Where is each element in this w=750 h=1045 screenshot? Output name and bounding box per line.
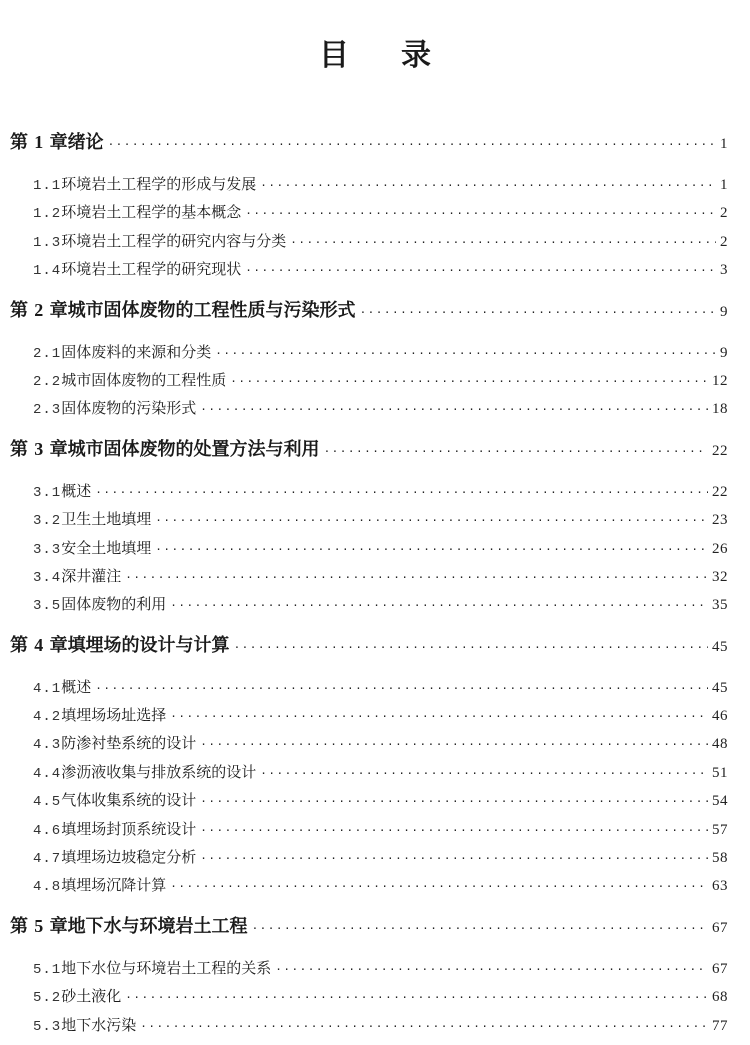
section-title: 地下水位与环境岩土工程的关系 <box>61 958 272 977</box>
section-entry[interactable] <box>0 505 750 533</box>
table-of-contents <box>0 122 750 1045</box>
section-title: 砂土液化 <box>61 987 122 1006</box>
section-list <box>0 469 750 625</box>
chapter-title: 地下水与环境岩土工程 <box>67 915 248 937</box>
chapter-label: 第 2 章 <box>10 299 68 321</box>
chapter-label: 第 3 章 <box>10 438 68 460</box>
section-number: 1.1 <box>33 178 62 194</box>
section-title: 气体收集系统的设计 <box>61 791 197 810</box>
dot-leader <box>170 873 708 901</box>
dot-leader <box>234 628 708 668</box>
dot-leader <box>200 396 708 424</box>
section-entry[interactable] <box>0 1011 750 1039</box>
section-title: 概述 <box>61 677 92 696</box>
section-list <box>0 665 750 906</box>
chapter-2 <box>0 290 750 429</box>
section-page-number: 77 <box>712 1017 728 1034</box>
section-title: 环境岩土工程学的研究内容与分类 <box>61 231 287 250</box>
section-number: 4.1 <box>33 680 62 697</box>
section-number: 4.2 <box>33 709 62 726</box>
section-page-number: 63 <box>712 878 728 895</box>
dot-leader <box>245 200 716 228</box>
section-page-number: 45 <box>712 679 728 696</box>
section-page-number: 67 <box>712 960 728 977</box>
chapter-title: 城市固体废物的工程性质与污染形式 <box>67 299 356 321</box>
section-entry[interactable] <box>0 534 750 562</box>
dot-leader <box>245 257 716 285</box>
chapter-4 <box>0 625 750 906</box>
section-entry[interactable] <box>0 198 750 226</box>
section-entry[interactable] <box>0 338 750 366</box>
chapter-page-number: 67 <box>712 919 728 936</box>
section-number: 3.4 <box>33 569 62 586</box>
section-number: 4.7 <box>33 851 62 868</box>
section-list <box>0 946 750 1045</box>
section-number: 3.5 <box>33 598 62 615</box>
section-page-number: 46 <box>712 708 728 725</box>
section-title: 填埋场边坡稳定分析 <box>61 848 197 867</box>
chapter-label: 第 1 章 <box>10 132 68 153</box>
section-number: 5.2 <box>33 990 62 1007</box>
section-title: 填埋场场址选择 <box>61 706 167 725</box>
section-page-number: 48 <box>712 736 728 753</box>
page-title: 目录 <box>319 38 483 73</box>
dot-leader <box>290 229 716 257</box>
section-number: 3.1 <box>33 484 62 501</box>
section-title: 概述 <box>61 481 92 500</box>
section-entry[interactable] <box>0 562 750 590</box>
dot-leader <box>260 760 708 788</box>
section-title: 地下水污染 <box>61 1015 137 1034</box>
section-list <box>0 330 750 429</box>
section-title: 城市固体废物的工程性质 <box>61 370 227 389</box>
section-entry[interactable] <box>0 786 750 814</box>
section-page-number: 22 <box>712 483 728 500</box>
section-title: 安全土地填埋 <box>61 538 152 557</box>
dot-leader <box>200 788 708 816</box>
dot-leader <box>275 956 708 984</box>
dot-leader <box>260 172 716 200</box>
chapter-1 <box>0 122 750 290</box>
section-entry[interactable] <box>0 590 750 618</box>
dot-leader <box>155 507 708 535</box>
section-number: 4.3 <box>33 737 62 754</box>
section-entry[interactable] <box>0 815 750 843</box>
section-number: 2.2 <box>33 373 62 390</box>
chapter-page-number: 22 <box>712 442 728 459</box>
section-page-number: 2 <box>720 205 728 222</box>
chapter-page-number: 9 <box>720 303 728 320</box>
section-number: 2.1 <box>33 345 62 362</box>
section-page-number: 68 <box>712 989 728 1006</box>
chapter-3 <box>0 429 750 625</box>
section-entry[interactable] <box>0 170 750 198</box>
chapter-title: 填埋场的设计与计算 <box>67 634 230 656</box>
section-page-number: 32 <box>712 568 728 585</box>
chapter-label: 第 4 章 <box>10 634 68 656</box>
section-page-number: 12 <box>712 372 728 389</box>
section-entry[interactable] <box>0 954 750 982</box>
section-title: 填埋场封顶系统设计 <box>61 819 197 838</box>
dot-leader <box>215 340 716 368</box>
section-number: 3.3 <box>33 541 62 558</box>
section-number: 5.1 <box>33 961 62 978</box>
dot-leader <box>95 479 708 507</box>
section-entry[interactable] <box>0 227 750 255</box>
section-title: 环境岩土工程学的形成与发展 <box>61 175 257 193</box>
dot-leader <box>125 564 708 592</box>
chapter-page-number: 45 <box>712 638 728 655</box>
section-entry[interactable] <box>0 982 750 1010</box>
dot-leader <box>230 368 708 396</box>
section-title: 固体废物的利用 <box>61 595 167 614</box>
section-title: 环境岩土工程学的研究现状 <box>61 260 242 279</box>
dot-leader <box>125 984 708 1012</box>
chapter-heading[interactable] <box>0 122 750 162</box>
section-number: 4.8 <box>33 879 62 896</box>
section-entry[interactable] <box>0 843 750 871</box>
section-page-number: 9 <box>720 344 728 361</box>
section-title: 环境岩土工程学的基本概念 <box>61 203 242 222</box>
section-page-number: 18 <box>712 401 728 418</box>
section-page-number: 23 <box>712 512 728 529</box>
dot-leader <box>95 675 708 703</box>
section-list <box>0 162 750 290</box>
section-page-number: 54 <box>712 793 728 810</box>
section-page-number: 51 <box>712 764 728 781</box>
section-entry[interactable] <box>0 758 750 786</box>
section-number: 4.5 <box>33 794 62 811</box>
section-entry[interactable] <box>0 477 750 505</box>
dot-leader <box>170 703 708 731</box>
dot-leader <box>252 909 708 949</box>
dot-leader <box>170 592 708 620</box>
section-title: 深井灌注 <box>61 566 122 585</box>
section-title: 防渗衬垫系统的设计 <box>61 734 197 753</box>
section-title: 渗沥液收集与排放系统的设计 <box>61 762 257 781</box>
section-title: 填埋场沉降计算 <box>61 876 167 895</box>
chapter-page-number: 1 <box>720 136 728 152</box>
section-page-number: 57 <box>712 821 728 838</box>
section-number: 1.3 <box>33 234 62 251</box>
section-title: 固体废物的污染形式 <box>61 399 197 418</box>
section-page-number: 2 <box>720 233 728 250</box>
dot-leader <box>200 731 708 759</box>
dot-leader <box>200 845 708 873</box>
dot-leader <box>155 536 708 564</box>
chapter-heading[interactable] <box>0 906 750 946</box>
dot-leader <box>108 125 716 165</box>
chapter-label: 第 5 章 <box>10 915 68 937</box>
section-number: 1.2 <box>33 206 62 223</box>
chapter-heading[interactable] <box>0 290 750 330</box>
chapter-title: 城市固体废物的处置方法与利用 <box>67 438 320 460</box>
section-entry[interactable] <box>0 701 750 729</box>
section-entry[interactable] <box>0 871 750 899</box>
section-page-number: 26 <box>712 540 728 557</box>
section-entry[interactable] <box>0 729 750 757</box>
section-number: 5.3 <box>33 1018 62 1035</box>
section-entry[interactable] <box>0 673 750 701</box>
section-title: 卫生土地填埋 <box>61 510 152 529</box>
section-number: 4.4 <box>33 765 62 782</box>
chapter-heading[interactable] <box>0 625 750 665</box>
section-number: 3.2 <box>33 513 62 530</box>
chapter-5 <box>0 906 750 1045</box>
section-page-number: 3 <box>720 262 728 279</box>
chapter-heading[interactable] <box>0 429 750 469</box>
section-number: 1.4 <box>33 263 62 280</box>
section-entry[interactable] <box>0 366 750 394</box>
section-page-number: 58 <box>712 850 728 867</box>
section-number: 2.3 <box>33 402 62 419</box>
section-title: 固体废料的来源和分类 <box>61 342 212 361</box>
section-page-number: 35 <box>712 597 728 614</box>
chapter-title: 绪论 <box>67 132 104 153</box>
section-entry[interactable] <box>0 255 750 283</box>
dot-leader <box>324 432 708 472</box>
section-page-number: 1 <box>720 177 728 193</box>
section-entry[interactable] <box>0 394 750 422</box>
dot-leader <box>360 293 716 333</box>
dot-leader <box>200 817 708 845</box>
section-number: 4.6 <box>33 822 62 839</box>
